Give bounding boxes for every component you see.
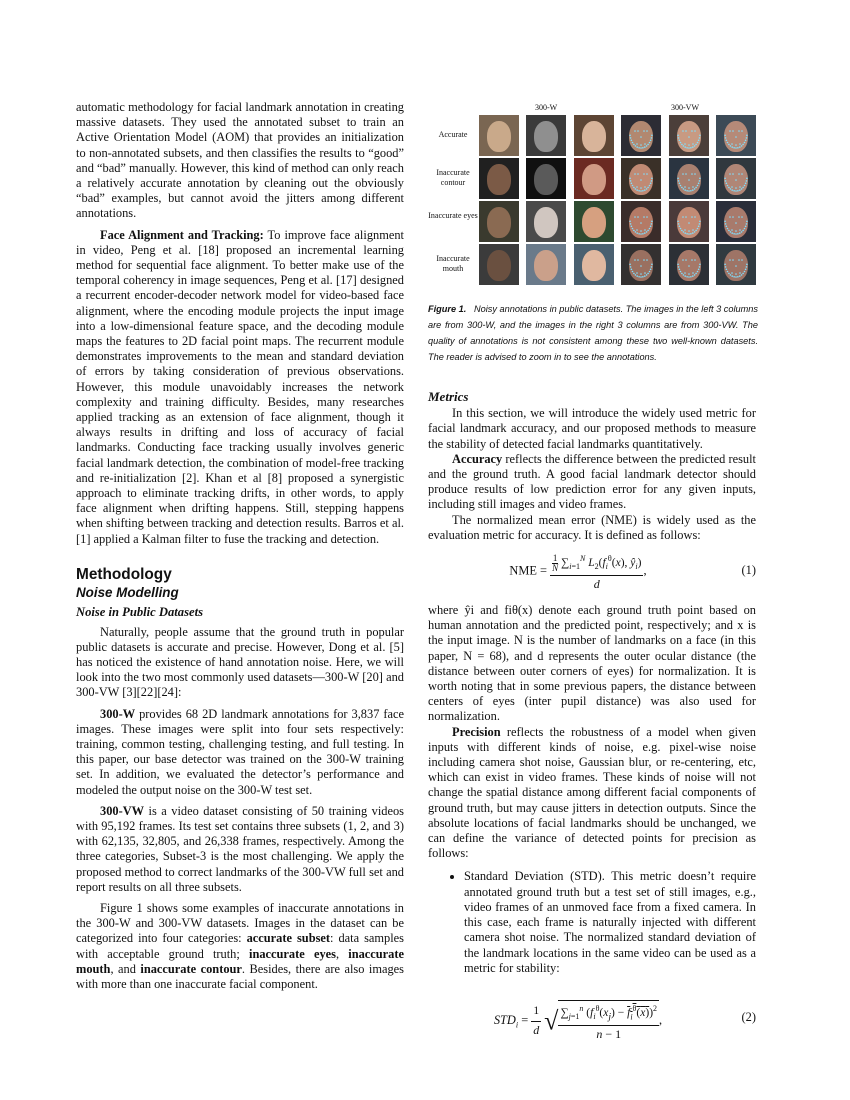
landmark-dots	[716, 158, 756, 199]
bold-term: inaccurate contour	[140, 961, 242, 976]
run-in-heading: 300-VW	[100, 803, 145, 818]
text-run: Figure 1 shows some examples of inaccurate annotations in the 300-W and 300-VW datasets. Images in the dataset can be categorized into four categories:	[76, 900, 404, 946]
run-in-heading: 300-W	[100, 706, 136, 721]
figure-1	[428, 100, 758, 365]
caption-label: Figure 1.	[428, 304, 467, 314]
paragraph-300vw	[76, 804, 404, 895]
landmark-dots	[621, 115, 661, 156]
face-thumbnail	[669, 201, 709, 242]
landmark-dots	[621, 201, 661, 242]
face-shape	[582, 207, 606, 238]
equation-body: NME = $\frac{1}{N}$ $\sum_{i=1}^N$ $L_2(f_i^\theta(x)$, $ŷ_i$) d ,	[509, 552, 647, 592]
row-label: Inaccurate eyes	[428, 211, 478, 220]
run-in-heading: Accuracy	[452, 451, 503, 466]
subsubsection-heading: Noise in Public Datasets	[76, 605, 203, 620]
paragraph-text: reflects the robustness of a model when given inputs with different kinds of noise, e.g. pixel-wise noise including camera shot noise, Gaussian blur, or re-centering, etc, which can exist in video frames. These kinds of noise will not change the spatial distance among different facial components of ground truth, but may cause jitters in detection outputs. Since the absolute locations of facial landmarks should be unchanged, we can define the variance of detected points for precision as follows:	[428, 724, 756, 861]
face-thumbnail	[669, 115, 709, 156]
face-thumbnail	[479, 201, 519, 242]
face-thumbnail	[479, 115, 519, 156]
column-label-300vw: 300-VW	[671, 103, 699, 112]
bold-term: accurate subset	[246, 931, 331, 946]
section-heading: Methodology	[76, 565, 172, 583]
face-thumbnail	[669, 244, 709, 285]
face-thumbnail	[621, 115, 661, 156]
face-thumbnail	[716, 201, 756, 242]
paragraph-text: To improve face alignment in video, Peng et al. [18] proposed an incremental learning method for sequential face alignment. To better make use of the temporal coherency in image sequences, Peng et al. [17] designed a recurrent encoder-decoder network model for video-based face alignment, where the encoding module projects the input image into a low-dimensional feature space, and the decoding module maps the features to 2D facial point maps. The recurrent module demonstrates improvements to the mean and standard deviation of errors by taking consideration of previous observations. However, this module unavoidably increases the network complexity and training difficulty. Besides, many researches applied tracking as an extension of face alignment, though it always results in drifting and loss of accuracy of facial landmarks. Conducting face tracking usually involves generic facial landmark detection, the combination of model-free tracking and re-initialization [2]. Khan et al [8] proposed a synergistic approach to eliminate tracking drifts, in other words, to apply face alignment when drifting happens. Still, stepping happens when shifting between tracking and detection results. Barros et al. [1] applied a Kalman filter to fuse the tracking and detection.	[76, 227, 404, 546]
row-label: Accurate	[438, 130, 468, 139]
equation-2	[428, 998, 756, 1048]
landmark-dots	[669, 115, 709, 156]
paragraph-face-alignment	[76, 228, 404, 547]
landmark-dots	[621, 244, 661, 285]
text-run: . Besides, there are also images with more than one inaccurate facial component.	[76, 961, 404, 991]
equation-1	[428, 551, 756, 597]
run-in-heading: Face Alignment and Tracking:	[100, 227, 264, 242]
text-run: , and	[110, 961, 141, 976]
face-thumbnail	[526, 115, 566, 156]
face-thumbnail	[479, 244, 519, 285]
equation-number: (1)	[741, 563, 756, 578]
face-shape	[487, 121, 511, 152]
paragraph-text: provides 68 2D landmark annotations for 3,837 face images. These images were split into four sets respectively: training, common testing, challenging testing, and full testing. In this paper, our base detector was trained on the 300-W training set. In addition, we evaluated the detector’s performance and modeled the output noise on the 300-W test set.	[76, 706, 404, 797]
face-shape	[487, 207, 511, 238]
paragraph-nme: The normalized mean error (NME) is widely used as the evaluation metric for accuracy. It is defined as follows:	[428, 512, 756, 542]
paragraph-text: reflects the difference between the predicted result and the ground truth. A good facial landmark detector should produce results of low prediction error for any given inputs, including still images and video frames.	[428, 451, 756, 512]
bullet-list	[428, 869, 756, 975]
paragraph-where: where ŷi and fiθ(x) denote each ground truth point based on human annotation and the predicted point, respectively; and x is the input image. N is the number of landmarks on a face (in this paper, N = 68), and d represents the outer ocular distance (the distance between outer corners of eyes) for normalization. It is worth noting that in some previous papers, the distance between centers of eyes (inter pupil distance) was also used for normalization.	[428, 603, 756, 724]
face-thumbnail	[526, 244, 566, 285]
figure-row	[428, 157, 758, 200]
face-thumbnail	[479, 158, 519, 199]
landmark-dots	[669, 158, 709, 199]
face-shape	[582, 121, 606, 152]
face-thumbnail	[716, 115, 756, 156]
face-thumbnail	[621, 244, 661, 285]
face-thumbnail	[716, 158, 756, 199]
face-shape	[487, 164, 511, 195]
equation-lhs: NME =	[509, 563, 548, 578]
face-thumbnail	[526, 158, 566, 199]
bold-term: inaccurate mouth	[76, 946, 405, 976]
left-column	[76, 100, 404, 992]
face-thumbnail	[621, 158, 661, 199]
paragraph-noise: Naturally, people assume that the ground truth in popular public datasets is accurate and precise. However, Dong et al. [5] has noticed the existence of hand annotation noise. Here, we will look into the two most commonly used datasets—300-W [20] and 300-VW [3][22][24]:	[76, 624, 404, 700]
face-shape	[582, 164, 606, 195]
figure-caption	[428, 301, 758, 365]
landmark-dots	[716, 244, 756, 285]
row-label: Inaccurate mouth	[436, 254, 470, 273]
bold-term: inaccurate eyes	[249, 946, 336, 961]
figure-row	[428, 243, 758, 286]
figure-column-labels	[428, 100, 758, 114]
figure-grid	[428, 114, 758, 286]
caption-text: Noisy annotations in public datasets. The images in the left 3 columns are from 300-W, and the images in the right 3 columns are from 300-VW. The quality of annotations is not consistent among these two well-known datasets. The reader is advised to zoom in to see the annotations.	[428, 304, 758, 362]
landmark-dots	[669, 201, 709, 242]
row-label: Inaccurate contour	[436, 168, 470, 187]
face-thumbnail	[716, 244, 756, 285]
paragraph-metrics-intro: In this section, we will introduce the widely used metric for facial landmark accuracy, and our proposed methods to measure the stability of detected facial landmarks quantitatively.	[428, 406, 756, 451]
face-thumbnail	[621, 201, 661, 242]
face-thumbnail	[669, 158, 709, 199]
equation-body: $STD_i$ = $\frac{1}{d}$ √ $\frac{\sum_{j=1}^n (f_i^\theta(x_j) - f_i^\theta(x))^2}{n - 1}$ ,	[428, 1000, 728, 1043]
figure-row	[428, 200, 758, 243]
paragraph-accuracy	[428, 452, 756, 513]
face-thumbnail	[574, 201, 614, 242]
equation-fraction: $\frac{1}{N}$ $\sum_{i=1}^N$ $L_2(f_i^\theta(x)$, $ŷ_i$) d	[552, 552, 642, 592]
equation-number: (2)	[741, 1009, 756, 1024]
bullet-std: • Standard Deviation (STD). This metric doesn’t require annotated ground truth but a test set of still images, e.g., video frames of an unmoved face from a fixed camera. In this case, each frame is naturally injected with different camera shot noise. The normalized standard deviation of the landmark locations in the same video can be used as a metric for stability:	[464, 869, 756, 975]
metrics-heading: Metrics	[428, 389, 469, 404]
face-shape	[582, 250, 606, 281]
face-shape	[534, 207, 558, 238]
run-in-heading: Precision	[452, 724, 501, 739]
text-run: : data samples with acceptable ground truth;	[76, 931, 404, 961]
right-column	[428, 389, 756, 1054]
paragraph-300w	[76, 707, 404, 798]
face-shape	[534, 250, 558, 281]
figure-row	[428, 114, 758, 157]
landmark-dots	[669, 244, 709, 285]
face-shape	[534, 164, 558, 195]
paragraph-figure-ref	[76, 901, 404, 992]
text-run: ,	[335, 946, 349, 961]
subsection-heading: Noise Modelling	[76, 585, 179, 601]
face-thumbnail	[574, 115, 614, 156]
face-shape	[534, 121, 558, 152]
face-shape	[487, 250, 511, 281]
paragraph-intro: automatic methodology for facial landmark annotation in creating massive datasets. They used the annotated subset to train an Active Orientation Model (AOM) that provides an initialization to non-annotated subsets, and then classifies the results to “good” and “bad” manually. However, this kind of method can only reach a relatively accurate annotation by cleaning out the obviously “bad” examples, but cannot avoid the jitters among different annotations.	[76, 100, 404, 221]
paragraph-text: is a video dataset consisting of 50 training videos with 95,192 frames. Its test set contains three subsets (1, 2, and 3) with 62,135, 32,805, and 26,338 frames, respectively. Among the three categories, Subset-3 is the most challenging. We apply the proposed method to correct landmarks of the 300-VW full set and report results on all three subsets.	[76, 803, 404, 894]
landmark-dots	[621, 158, 661, 199]
paragraph-precision	[428, 725, 756, 862]
landmark-dots	[716, 115, 756, 156]
column-label-300w: 300-W	[535, 103, 558, 112]
face-thumbnail	[574, 158, 614, 199]
landmark-dots	[716, 201, 756, 242]
face-thumbnail	[574, 244, 614, 285]
face-thumbnail	[526, 201, 566, 242]
